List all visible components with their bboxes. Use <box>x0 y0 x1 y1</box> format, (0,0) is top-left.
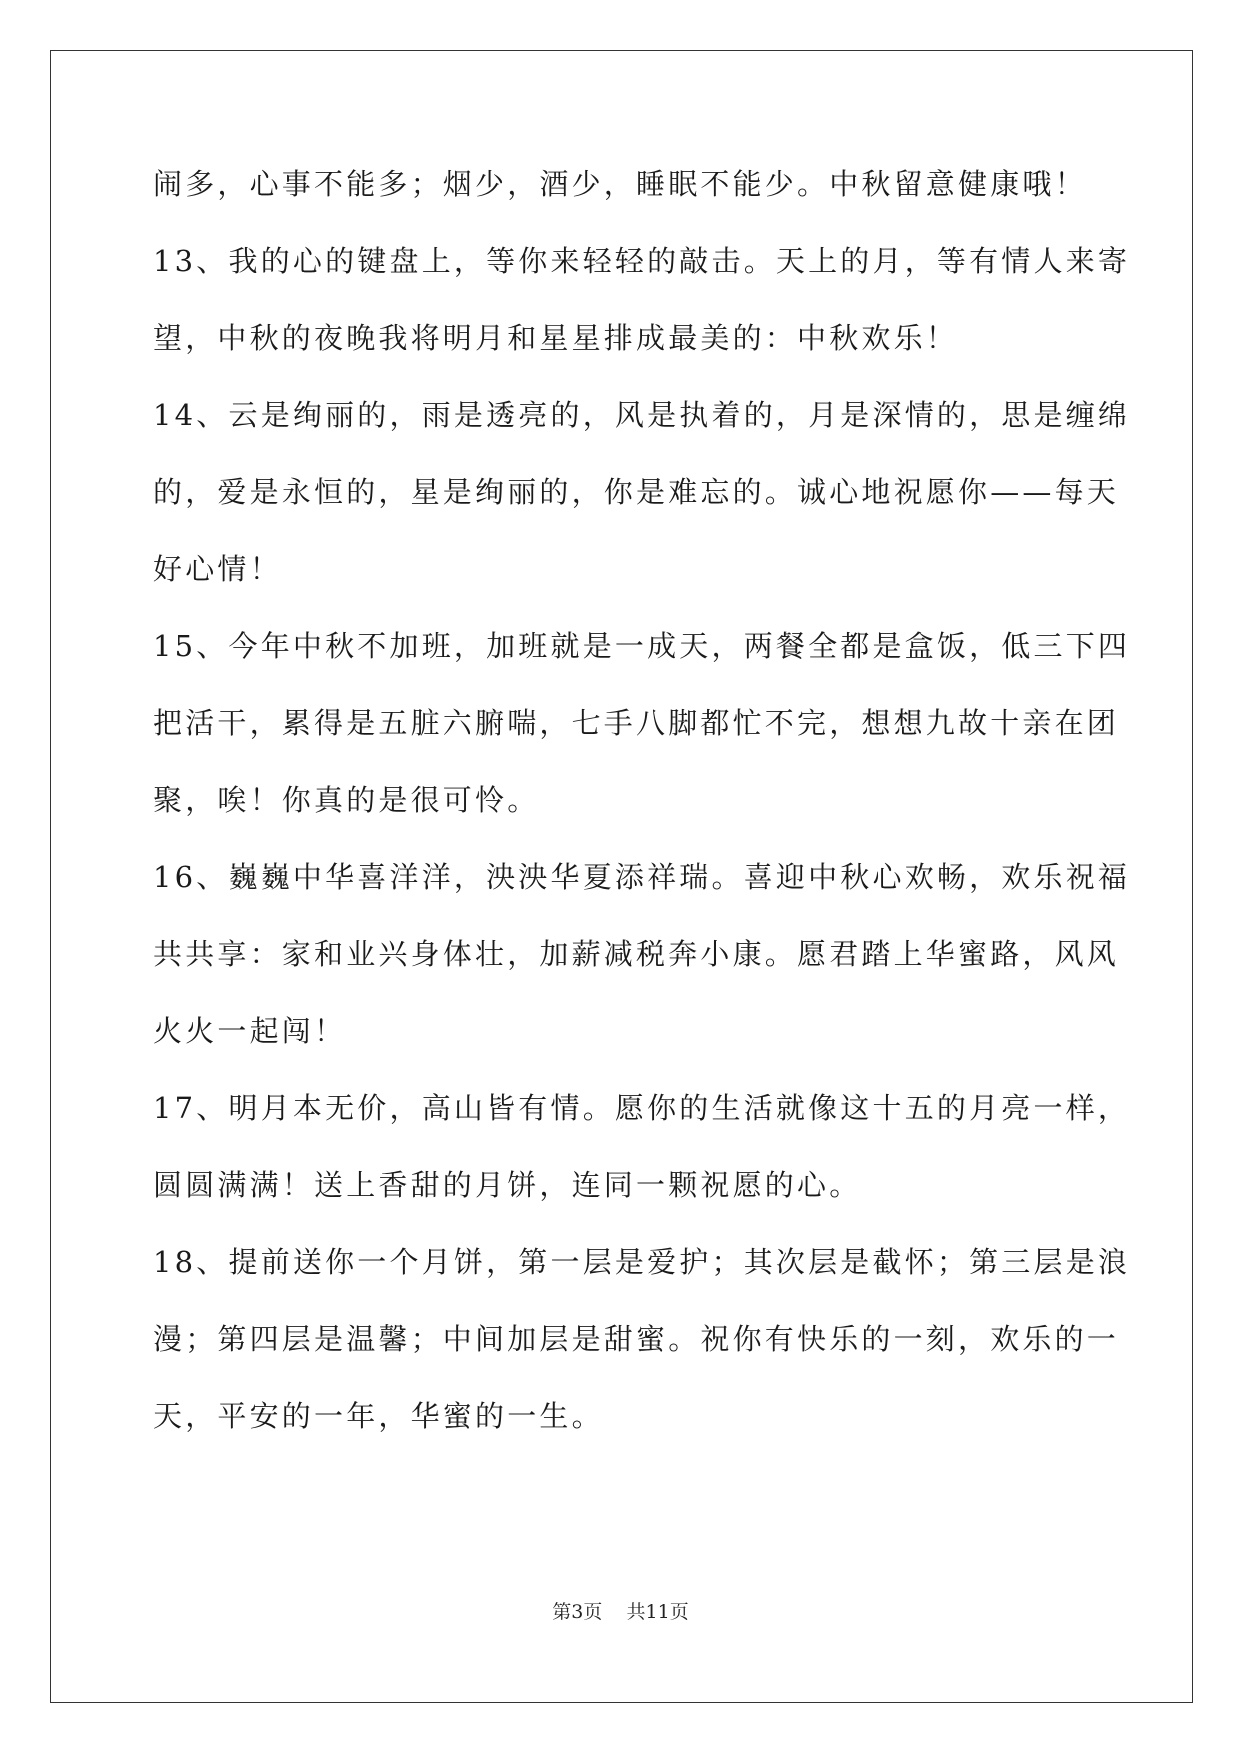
text-line: 好心情！ <box>153 552 282 586</box>
page-total: 共11页 <box>626 1601 689 1623</box>
text-line: 16、巍巍中华喜洋洋，泱泱华夏添祥瑞。喜迎中秋心欢畅，欢乐祝福 <box>153 860 1131 894</box>
page-footer <box>0 1600 1241 1624</box>
text-line: 15、今年中秋不加班，加班就是一成天，两餐全都是盒饭，低三下四 <box>153 629 1131 663</box>
text-line: 漫；第四层是温馨；中间加层是甜蜜。祝你有快乐的一刻，欢乐的一 <box>153 1322 1120 1356</box>
text-line: 18、提前送你一个月饼，第一层是爱护；其次层是截怀；第三层是浪 <box>153 1245 1131 1279</box>
document-body <box>153 164 1131 1473</box>
text-line: 天，平安的一年，华蜜的一生。 <box>153 1399 604 1433</box>
text-line: 圆圆满满！送上香甜的月饼，连同一颗祝愿的心。 <box>153 1168 862 1202</box>
text-line: 火火一起闯！ <box>153 1014 347 1048</box>
text-line: 望，中秋的夜晚我将明月和星星排成最美的：中秋欢乐！ <box>153 321 959 355</box>
text-line: 13、我的心的键盘上，等你来轻轻的敲击。天上的月，等有情人来寄 <box>153 244 1131 278</box>
text-line: 把活干，累得是五脏六腑喘，七手八脚都忙不完，想想九故十亲在团 <box>153 706 1120 740</box>
page-number: 第3页 <box>552 1601 603 1623</box>
text-line: 17、明月本无价，高山皆有情。愿你的生活就像这十五的月亮一样， <box>153 1091 1131 1125</box>
text-line: 14、云是绚丽的，雨是透亮的，风是执着的，月是深情的，思是缠绵 <box>153 398 1131 432</box>
text-line: 共共享：家和业兴身体壮，加薪减税奔小康。愿君踏上华蜜路，风风 <box>153 937 1120 971</box>
text-line: 的，爱是永恒的，星是绚丽的，你是难忘的。诚心地祝愿你——每天 <box>153 475 1120 509</box>
text-line: 闹多，心事不能多；烟少，酒少，睡眠不能少。中秋留意健康哦！ <box>153 167 1087 201</box>
text-line: 聚，唉！你真的是很可怜。 <box>153 783 540 817</box>
